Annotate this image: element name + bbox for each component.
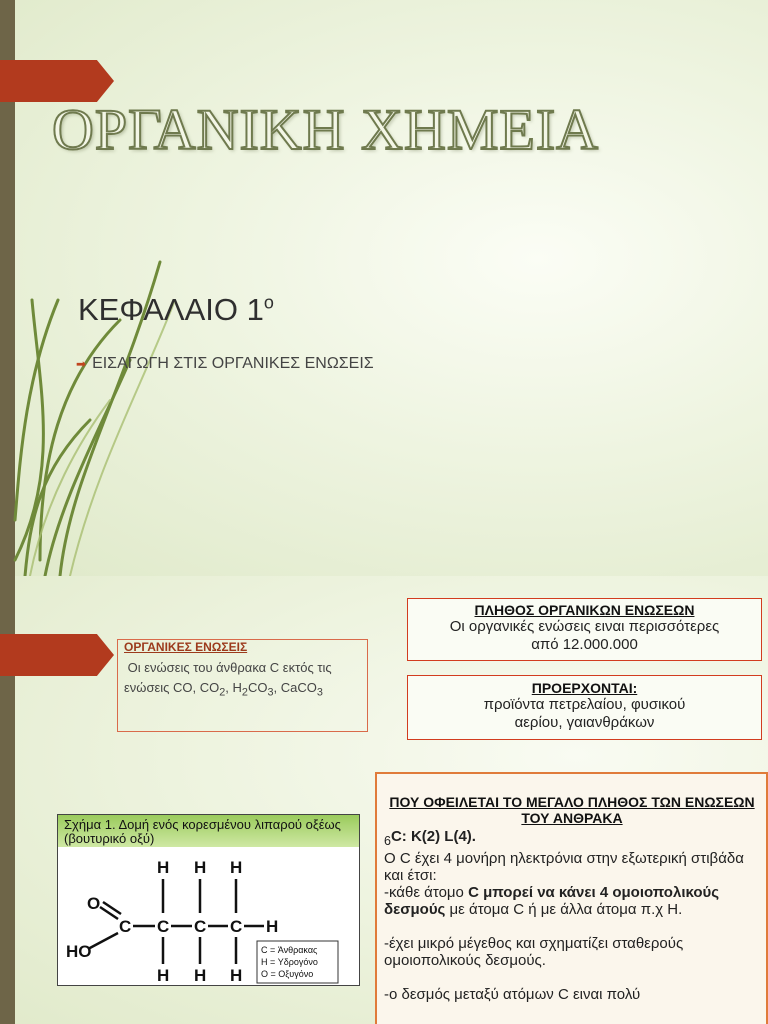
carbon-explanation-title: ΠΟΥ ΟΦΕΙΛΕΤΑΙ ΤΟ ΜΕΓΑΛΟ ΠΛΗΘΟΣ ΤΩΝ ΕΝΩΣΕΩΝ ΤΟΥ ΑΝΘΡΑΚΑ [389, 794, 755, 826]
org-text-part: CO [247, 680, 268, 695]
line2-end: με άτομα C ή με άλλα άτομα π.χ H. [445, 901, 683, 918]
legend-carbon: C = Άνθρακας [261, 945, 318, 955]
bullet-item [76, 355, 374, 373]
butyric-acid-structure [58, 847, 359, 985]
org-text-part: , H [225, 680, 242, 695]
origin-box [407, 675, 762, 740]
atomic-number: 6 [384, 834, 391, 848]
origin-text: προϊόντα πετρελαίου, φυσικού αερίου, γαιανθράκων [483, 696, 686, 731]
atom-label: H [194, 966, 207, 985]
atom-label: H [194, 858, 207, 877]
organic-compounds-box [117, 639, 368, 732]
org-sub: 2 [219, 686, 226, 699]
bullet-text: ΕΙΣΑΓΩΓΗ ΣΤΙΣ ΟΡΓΑΝΙΚΕΣ ΕΝΩΣΕΙΣ [92, 355, 374, 372]
figure-caption: Σχήμα 1. Δομή ενός κορεσμένου λιπαρού οξέως (βουτυρικό οξύ) [58, 815, 359, 847]
chapter-ordinal: ο [263, 292, 274, 313]
org-text-part: Οι ενώσεις του άνθρακα C εκτός τις ενώσεις CO, CO [124, 660, 332, 695]
chapter-subtitle [78, 292, 274, 328]
legend-hydrogen: H = Υδρογόνο [261, 957, 318, 967]
carbon-explanation-box [375, 772, 768, 1024]
atom-label: H [230, 858, 243, 877]
explanation-line-3: -έχει μικρό μέγεθος και σχηματίζει σταθερούς ομοιοπολικούς δεσμούς. [384, 935, 684, 969]
org-sub: 3 [316, 686, 323, 699]
atom-label: H [230, 966, 243, 985]
atom-label: H [157, 858, 170, 877]
slide-title: ΟΡΓΑΝΙΚΗ ΧΗΜΕΙΑ [52, 97, 600, 162]
compound-count-text: Οι οργανικές ενώσεις ειναι περισσότερες από 12.000.000 [449, 618, 720, 653]
organic-compounds-title: ΟΡΓΑΝΙΚΕΣ ΕΝΩΣΕΙΣ [124, 640, 248, 654]
atom-label: C [119, 917, 132, 936]
legend-oxygen: O = Οξυγόνο [261, 969, 314, 979]
electron-config [384, 828, 760, 850]
origin-title: ΠΡΟΕΡΧΟΝΤΑΙ: [531, 680, 638, 696]
config-text: C: K(2) L(4) [390, 828, 472, 845]
explanation-line-4: -ο δεσμός μεταξύ ατόμων C ειναι πολύ [384, 986, 641, 1003]
compound-count-title: ΠΛΗΘΟΣ ΟΡΓΑΝΙΚΩΝ ΕΝΩΣΕΩΝ [474, 602, 695, 618]
atom-label: H [157, 966, 170, 985]
config-end: . [471, 828, 476, 845]
organic-compounds-text [124, 658, 361, 703]
atom-label: C [157, 917, 170, 936]
org-sub: 3 [267, 686, 274, 699]
chapter-label: ΚΕΦΑΛΑΙΟ 1 [78, 292, 264, 327]
atom-label: C [230, 917, 243, 936]
atom-label: C [194, 917, 207, 936]
bullet-arrow-icon: ➡ [76, 357, 87, 371]
compound-count-box [407, 598, 762, 661]
explanation-line-1: O C έχει 4 μονήρη ηλεκτρόνια στην εξωτερική στιβάδα και έτσι: [384, 850, 744, 884]
arrow-tab-icon [0, 634, 114, 676]
org-text-part: , CaCO [273, 680, 317, 695]
butyric-acid-figure [57, 814, 360, 986]
slide-2 [0, 576, 768, 1024]
atom-label: HO [66, 942, 92, 961]
atom-label: H [266, 917, 279, 936]
line2-bold: C μπορεί να κάνει 4 ομοιοπολικούς δεσμούς [384, 884, 720, 918]
line2-start: -κάθε άτομο [384, 884, 469, 901]
explanation-line-2 [384, 884, 760, 918]
atom-label: O [87, 894, 101, 913]
org-sub: 2 [241, 686, 248, 699]
